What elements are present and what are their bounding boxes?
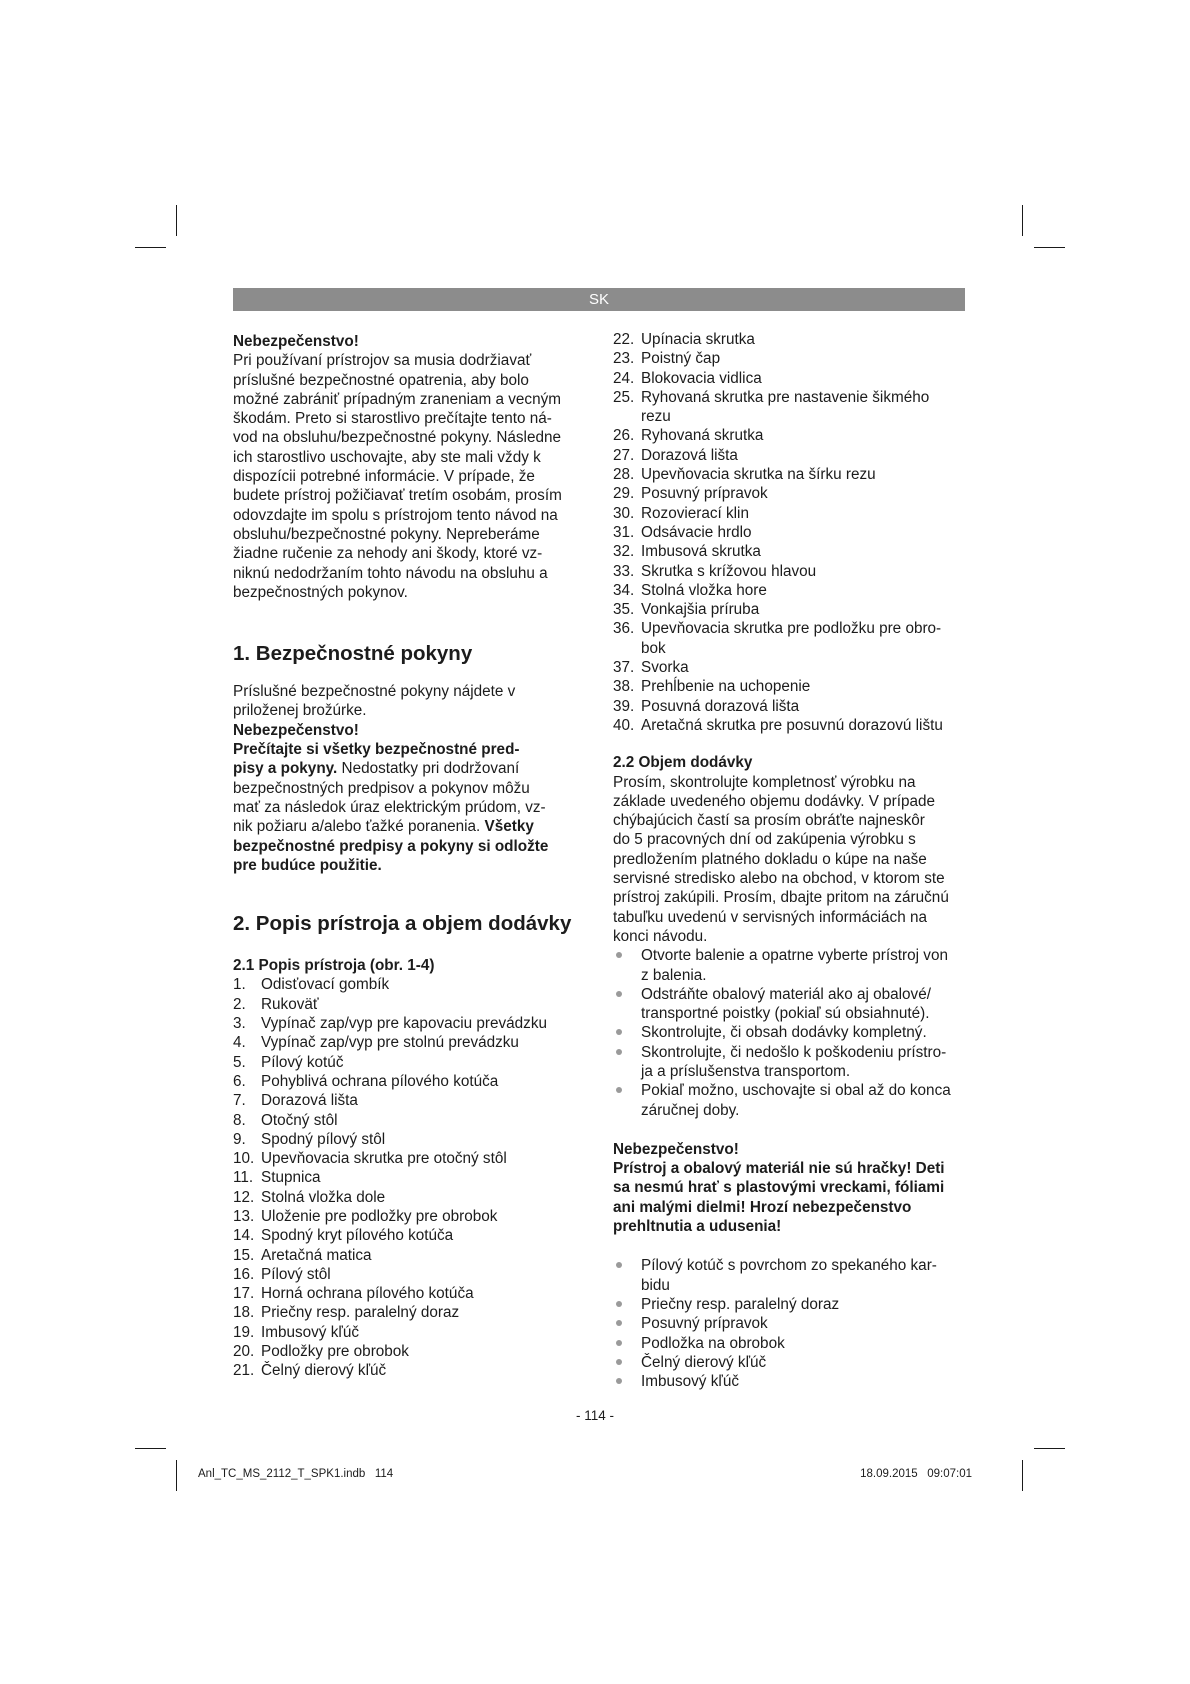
delivery-checklist [613,946,959,1120]
item-number: 16. [233,1265,255,1283]
bullet-item [613,1043,959,1082]
item-text: Odsávacie hrdlo [641,523,752,541]
section-heading: 2. Popis prístroja a objem dodávky [233,912,572,936]
item-text: Otočný stôl [261,1111,338,1129]
item-number: 18. [233,1304,255,1322]
item-number: 39. [613,697,635,715]
warning-title: Nebezpečenstvo! [233,721,359,739]
item-text: Aretačná skrutka pre posuvnú dorazovú lištu [641,716,943,734]
list-item [613,504,959,523]
item-number: 24. [613,369,635,387]
list-item [613,658,959,677]
item-text: Dorazová lišta [261,1092,358,1110]
list-item [233,1284,579,1303]
item-text: Rozovierací klin [641,504,749,522]
list-item [233,995,579,1014]
bullet-item [613,1334,959,1353]
item-text: Spodný pílový stôl [261,1130,386,1148]
bullet-icon [613,1043,641,1082]
list-item [233,1014,579,1033]
list-item [613,446,959,465]
crop-mark [176,1460,177,1491]
item-number: 28. [613,466,635,484]
list-item [613,523,959,542]
item-number: 26. [613,427,635,445]
list-item [233,1226,579,1245]
item-number: 27. [613,446,635,464]
page-number: - 114 - [575,1408,614,1423]
safety-section [233,641,579,875]
item-text: Pílový kotúč [261,1053,344,1071]
item-text: Imbusový kľúč [261,1323,359,1341]
list-item [613,426,959,445]
list-item [233,1188,579,1207]
item-text: Uloženie pre podložky pre obrobok [261,1207,498,1225]
description-section [233,911,579,1381]
item-text: Priečny resp. paralelný doraz [261,1304,460,1322]
item-text: Upevňovacia skrutka pre podložku pre obro- bok [641,620,942,657]
item-text: Stolná vložka hore [641,581,767,599]
safety-intro: Príslušné bezpečnostné pokyny nájdete v priloženej brožúrke. [233,683,516,720]
subsection-heading: 2.2 Objem dodávky [613,754,753,772]
list-item [613,369,959,388]
item-number: 8. [233,1111,246,1129]
warning-text: Pri používaní prístrojov sa musia dodržiavať príslušné bezpečnostné opatrenia, aby bolo možné zabrániť prípadným zraneniam a vecným škodám. Preto si starostlivo prečítajte tento ná- vod na obsluhu/bezpečnostné pokyny. Následne ich starostlivo uschovajte, aby ste mali vždy k dispozícii potrebné informácie. V prípade, že budete prístroj požičiavať tretím osobám, prosím odovzdajte im spolu s prístrojom tento návod na obsluhu/bezpečnostné pokyny. Nepreberáme žiadne ručenie za nehody ani škody, ktoré vz- niknú nedodržaním tohto návodu na obsluhu a bezpečnostných pokynov. [233,352,562,601]
item-number: 7. [233,1092,246,1110]
bullet-item [613,1081,959,1120]
item-number: 40. [613,716,635,734]
item-text: Imbusová skrutka [641,543,761,561]
list-item [613,484,959,503]
item-number: 5. [233,1053,246,1071]
crop-mark [176,205,177,236]
item-number: 36. [613,620,635,638]
bullet-item [613,1295,959,1314]
bullet-item [613,1314,959,1333]
bullet-icon [613,1295,641,1314]
item-number: 17. [233,1285,255,1303]
item-text: Dorazová lišta [641,446,738,464]
item-text: Prehĺbenie na uchopenie [641,678,811,696]
list-item [613,716,959,735]
bullet-item [613,1372,959,1391]
item-number: 4. [233,1034,246,1052]
list-item [613,330,959,349]
list-item [233,1207,579,1226]
item-number: 10. [233,1150,255,1168]
list-item [233,1342,579,1361]
bullet-text: Imbusový kľúč [641,1373,739,1391]
bullet-icon [613,985,641,1024]
item-number: 30. [613,504,635,522]
bullet-text: Podložka na obrobok [641,1334,785,1352]
intro-warning [233,332,579,602]
bullet-text: Skontrolujte, či obsah dodávky kompletný. [641,1024,927,1042]
list-item [233,1072,579,1091]
bullet-text: Posuvný prípravok [641,1315,768,1333]
warning-bold-tail: Všetky bezpečnostné predpisy a pokyny si odložte pre budúce použitie. [233,818,549,874]
item-number: 9. [233,1130,246,1148]
crop-mark [1034,1448,1065,1449]
list-item [613,349,959,368]
list-item [233,1265,579,1284]
item-number: 3. [233,1015,246,1033]
warning-body: Nedostatky pri dodržovaní bezpečnostných predpisov a pokynov môžu mať za následok úraz elektrickým prúdom, vz- nik požiaru a/alebo ťažké poranenia. [233,760,546,836]
item-number: 32. [613,543,635,561]
list-item [613,677,959,696]
item-text: Pohyblivá ochrana pílového kotúča [261,1072,499,1090]
item-text: Vonkajšia príruba [641,601,760,619]
item-text: Vypínač zap/vyp pre stolnú prevádzku [261,1034,519,1052]
bullet-text: Odstráňte obalový materiál ako aj obalové/ transportné poistky (pokiaľ sú obsiahnuté). [641,985,931,1023]
list-item [613,465,959,484]
item-number: 13. [233,1207,255,1225]
item-text: Vypínač zap/vyp pre kapovaciu prevádzku [261,1015,547,1033]
list-item [233,1168,579,1187]
item-text: Upevňovacia skrutka pre otočný stôl [261,1150,507,1168]
list-item [613,542,959,561]
item-text: Rukoväť [261,995,319,1013]
bullet-item [613,1353,959,1372]
item-text: Stolná vložka dole [261,1188,386,1206]
item-number: 6. [233,1072,246,1090]
item-text: Podložky pre obrobok [261,1343,409,1361]
parts-list [233,975,579,1380]
list-item [233,1130,579,1149]
item-number: 37. [613,659,635,677]
item-text: Ryhovaná skrutka [641,427,764,445]
bullet-item [613,946,959,985]
item-text: Ryhovaná skrutka pre nastavenie šikmého rezu [641,388,930,426]
crop-mark [1022,205,1023,236]
item-number: 31. [613,523,635,541]
list-item [233,1303,579,1322]
item-number: 33. [613,562,635,580]
bullet-text: Pokiaľ možno, uschovajte si obal až do konca záručnej doby. [641,1082,951,1119]
list-item [233,1053,579,1072]
item-number: 12. [233,1188,255,1206]
list-item [233,1033,579,1052]
item-text: Spodný kryt pílového kotúča [261,1227,454,1245]
bullet-icon [613,1023,641,1042]
item-number: 1. [233,976,246,994]
list-item [613,562,959,581]
bullet-icon [613,1334,641,1353]
item-text: Upínacia skrutka [641,331,755,348]
list-item [233,1246,579,1265]
bullet-item [613,985,959,1024]
bullet-item [613,1023,959,1042]
item-text: Upevňovacia skrutka na šírku rezu [641,466,876,484]
item-text: Posuvný prípravok [641,485,768,503]
list-item [613,388,959,427]
bullet-icon [613,946,641,985]
bullet-icon [613,1256,641,1295]
warning-text: Prístroj a obalový materiál nie sú hračky! Deti sa nesmú hrať s plastovými vreckami, fóliami ani malými dielmi! Hrozí nebezpečenstvo prehltnutia a udusenia! [613,1160,945,1236]
list-item [613,697,959,716]
item-number: 23. [613,350,635,368]
item-number: 35. [613,601,635,619]
item-text: Blokovacia vidlica [641,369,762,387]
item-text: Svorka [641,659,689,677]
crop-mark [1022,1460,1023,1491]
item-number: 20. [233,1343,255,1361]
footer-timestamp: 18.09.2015 09:07:01 [860,1468,972,1480]
delivery-contents-list [613,1256,959,1391]
list-item [233,1111,579,1130]
item-number: 21. [233,1362,255,1380]
safety-warning-text [233,740,579,875]
crop-mark [135,247,166,248]
warning-title: Nebezpečenstvo! [233,333,359,350]
item-text: Posuvná dorazová lišta [641,697,800,715]
item-number: 14. [233,1227,255,1245]
item-number: 11. [233,1169,254,1187]
bullet-icon [613,1353,641,1372]
item-number: 29. [613,485,635,503]
crop-mark [135,1448,166,1449]
list-item [233,1323,579,1342]
bullet-icon [613,1314,641,1333]
item-number: 19. [233,1323,255,1341]
item-number: 22. [613,331,635,348]
list-item [613,581,959,600]
item-text: Horná ochrana pílového kotúča [261,1285,474,1303]
subsection-heading: 2.1 Popis prístroja (obr. 1-4) [233,957,435,975]
crop-mark [1034,247,1065,248]
parts-list-continued [613,330,959,735]
language-code: SK [588,291,609,308]
item-text: Stupnica [261,1169,321,1187]
list-item [613,619,959,658]
item-text: Čelný dierový kľúč [261,1362,387,1380]
item-text: Aretačná matica [261,1246,372,1264]
right-column [613,330,959,1391]
item-number: 2. [233,995,246,1013]
item-text: Pílový stôl [261,1265,331,1283]
item-number: 38. [613,678,635,696]
item-text: Odisťovací gombík [261,976,390,994]
language-header-bar [233,288,965,311]
list-item [233,975,579,994]
list-item [613,600,959,619]
bullet-icon [613,1372,641,1391]
item-text: Skrutka s krížovou hlavou [641,562,817,580]
bullet-text: Otvorte balenie a opatrne vyberte prístroj von z balenia. [641,947,948,984]
list-item [233,1091,579,1110]
bullet-text: Priečny resp. paralelný doraz [641,1295,840,1313]
bullet-item [613,1256,959,1295]
delivery-text: Prosím, skontrolujte kompletnosť výrobku na základe uvedeného objemu dodávky. V prípade chýbajúcich častí sa prosím obráťte najneskôr do 5 pracovných dní od zakúpenia výrobku s predložením platného dokladu o kúpe na naše servisné stredisko alebo na obchod, v ktorom ste prístroj zakúpili. Prosím, dbajte pritom na záručnú tabuľku uvedenú v servisných informáciách na konci návodu. [613,773,949,945]
bullet-text: Čelný dierový kľúč [641,1353,767,1371]
list-item [233,1361,579,1380]
section-heading: 1. Bezpečnostné pokyny [233,642,473,666]
footer-file-name: Anl_TC_MS_2112_T_SPK1.indb 114 [198,1468,394,1480]
bullet-text: Pílový kotúč s povrchom zo spekaného kar- bidu [641,1257,937,1294]
item-number: 15. [233,1246,255,1264]
bullet-text: Skontrolujte, či nedošlo k poškodeniu prístro- ja a príslušenstva transportom. [641,1043,947,1080]
item-text: Poistný čap [641,350,721,368]
list-item [233,1149,579,1168]
left-column [233,332,579,1381]
bullet-icon [613,1081,641,1120]
item-number: 34. [613,581,635,599]
warning-title: Nebezpečenstvo! [613,1140,739,1158]
item-number: 25. [613,388,635,406]
delivery-section [613,753,959,1391]
warning-bold-lead: Prečítajte si všetky bezpečnostné pred- pisy a pokyny. [233,741,520,778]
